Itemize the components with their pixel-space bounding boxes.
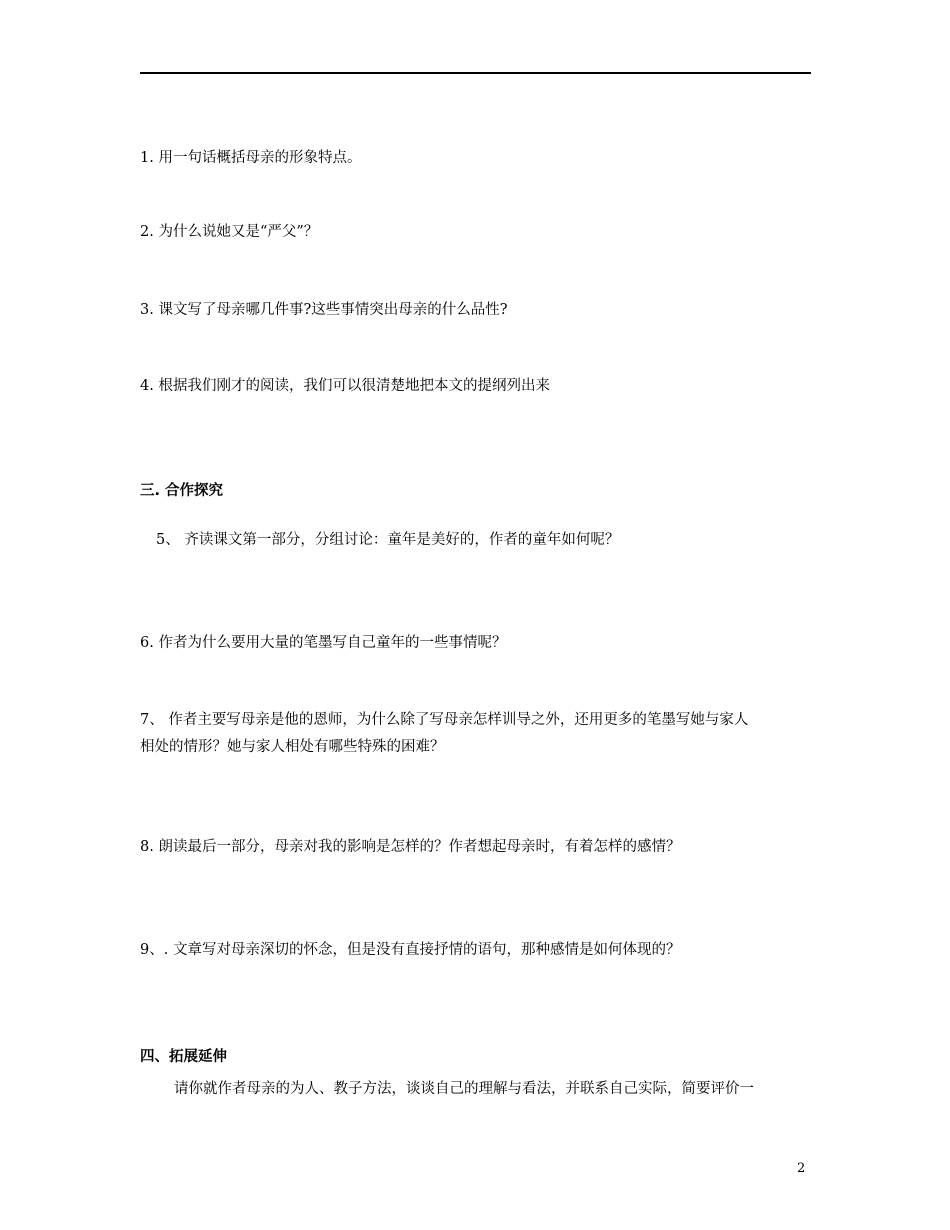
question-7-line-2: 相处的情形？她与家人相处有哪些特殊的困难？	[140, 739, 445, 755]
question-6: 6. 作者为什么要用大量的笔墨写自己童年的一些事情呢？	[140, 635, 507, 651]
section-3-heading: 三. 合作探究	[140, 483, 224, 499]
question-8: 8. 朗读最后一部分，母亲对我的影响是怎样的？作者想起母亲时，有着怎样的感情？	[140, 839, 681, 855]
question-2: 2. 为什么说她又是“严父”？	[140, 224, 319, 240]
question-5: 5、 齐读课文第一部分，分组讨论：童年是美好的，作者的童年如何呢？	[156, 532, 620, 548]
question-7-line-1: 7、 作者主要写母亲是他的恩师，为什么除了写母亲怎样训导之外，还用更多的笔墨写她与家人	[140, 712, 749, 728]
page-number: 2	[797, 1161, 806, 1176]
section-4-heading: 四、拓展延伸	[140, 1049, 227, 1065]
question-1: 1. 用一句话概括母亲的形象特点。	[140, 150, 362, 166]
question-9: 9、. 文章写对母亲深切的怀念，但是没有直接抒情的语句，那种感情是如何体现的？	[140, 942, 681, 958]
question-3: 3. 课文写了母亲哪几件事?这些事情突出母亲的什么品性?	[140, 302, 508, 318]
question-4: 4. 根据我们刚才的阅读，我们可以很清楚地把本文的提纲列出来	[140, 378, 550, 394]
header-rule	[140, 72, 811, 74]
section-4-paragraph: 请你就作者母亲的为人、教子方法，谈谈自己的理解与看法，并联系自己实际，简要评价一	[174, 1081, 754, 1097]
